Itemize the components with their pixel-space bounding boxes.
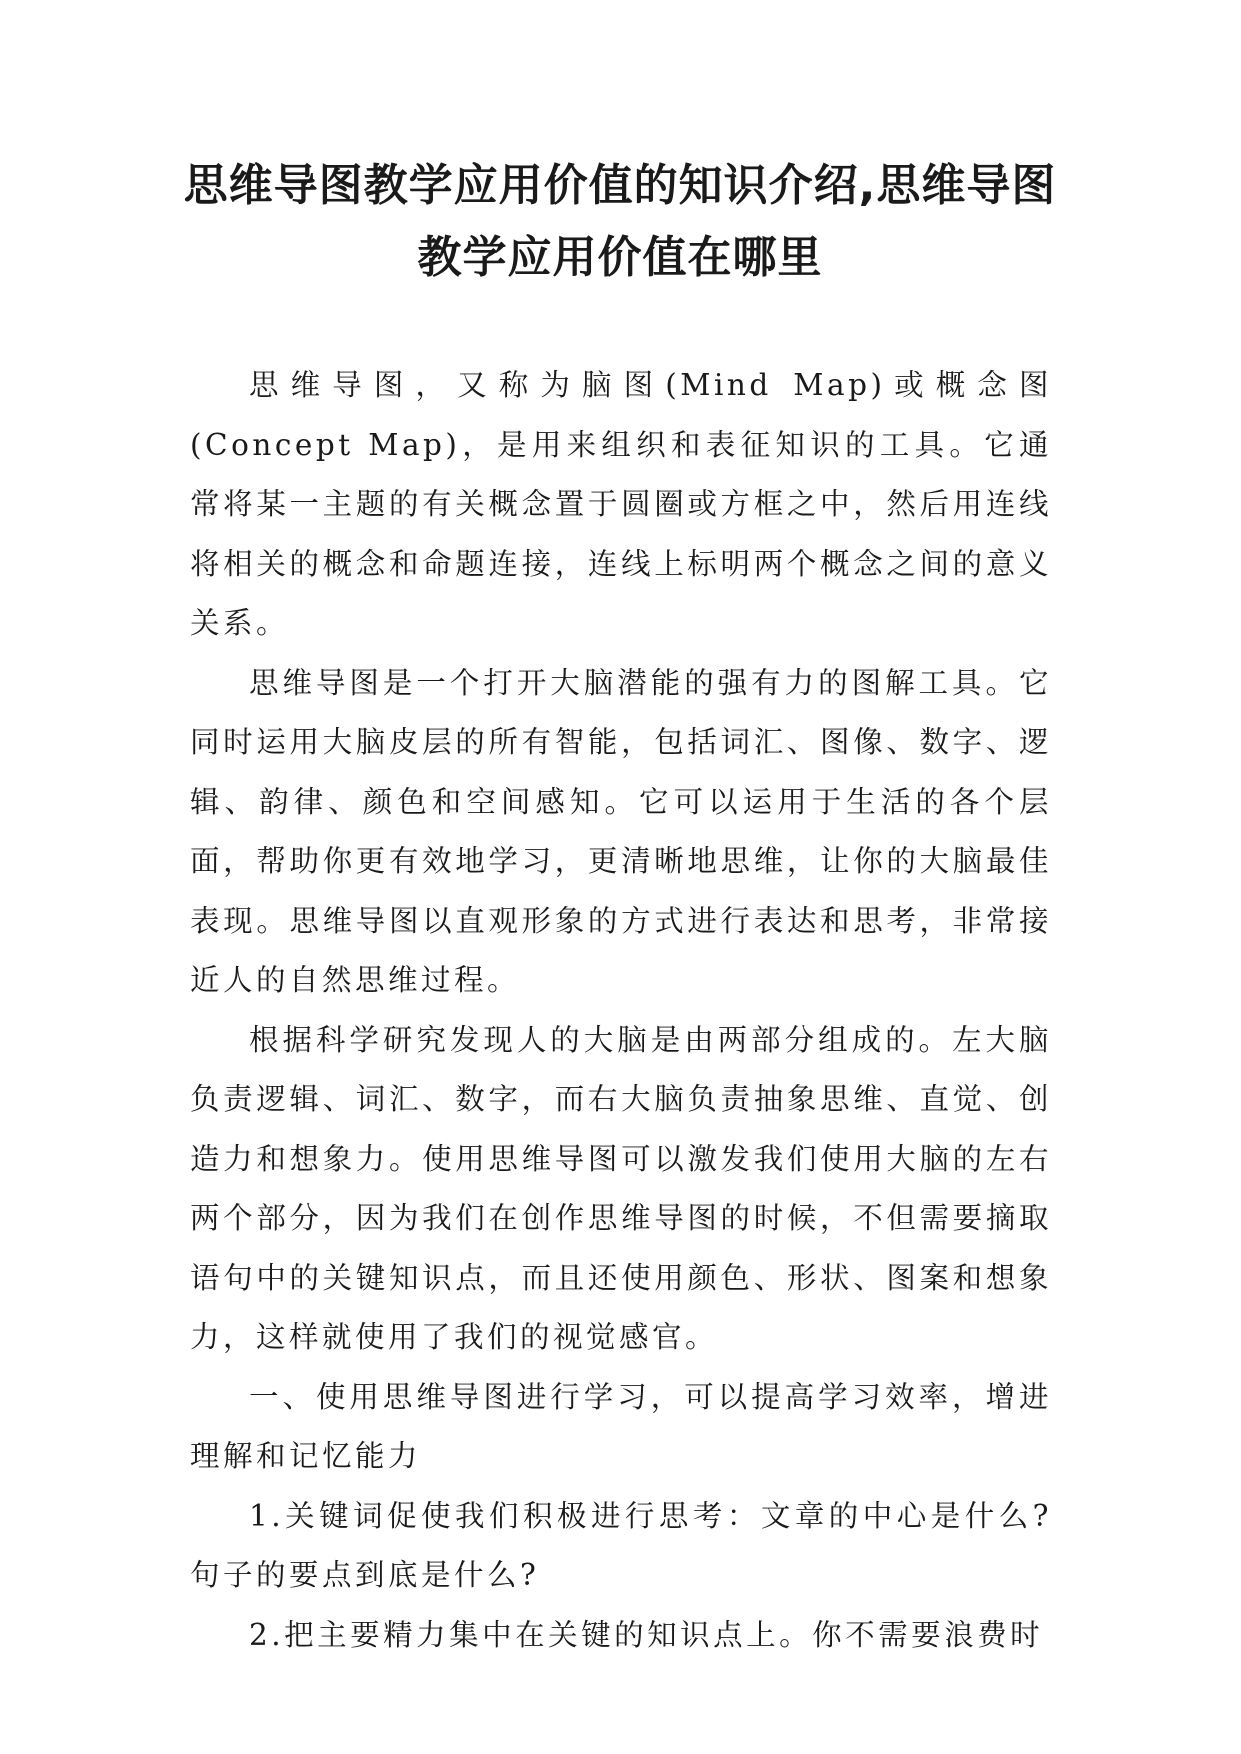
list-item: 2.把主要精力集中在关键的知识点上。你不需要浪费时 [249,1617,1044,1652]
section-heading: 一、使用思维导图进行学习，可以提高学习效率，增进理解和记忆能力 [190,1379,1052,1473]
list-item: 1.关键词促使我们积极进行思考：文章的中心是什么?句子的要点到底是什么? [190,1498,1052,1592]
document-body [190,356,1052,1665]
paragraph: 思维导图是一个打开大脑潜能的强有力的图解工具。它同时运用大脑皮层的所有智能，包括词汇、图像、数字、逻辑、韵律、颜色和空间感知。它可以运用于生活的各个层面，帮助你更有效地学习，更清晰地思维，让你的大脑最佳表现。思维导图以直观形象的方式进行表达和思考，非常接近人的自然思维过程。 [190,665,1052,997]
paragraph: 根据科学研究发现人的大脑是由两部分组成的。左大脑负责逻辑、词汇、数字，而右大脑负责抽象思维、直觉、创造力和想象力。使用思维导图可以激发我们使用大脑的左右两个部分，因为我们在创作思维导图的时候，不但需要摘取语句中的关键知识点，而且还使用颜色、形状、图案和想象力，这样就使用了我们的视觉感官。 [190,1022,1052,1354]
paragraph: 思维导图，又称为脑图(Mind Map)或概念图(Concept Map)，是用来组织和表征知识的工具。它通常将某一主题的有关概念置于圆圈或方框之中，然后用连线将相关的概念和命题连接，连线上标明两个概念之间的意义关系。 [190,368,1052,640]
document-title: 思维导图教学应用价值的知识介绍,思维导图教学应用价值在哪里 [183,160,1057,283]
